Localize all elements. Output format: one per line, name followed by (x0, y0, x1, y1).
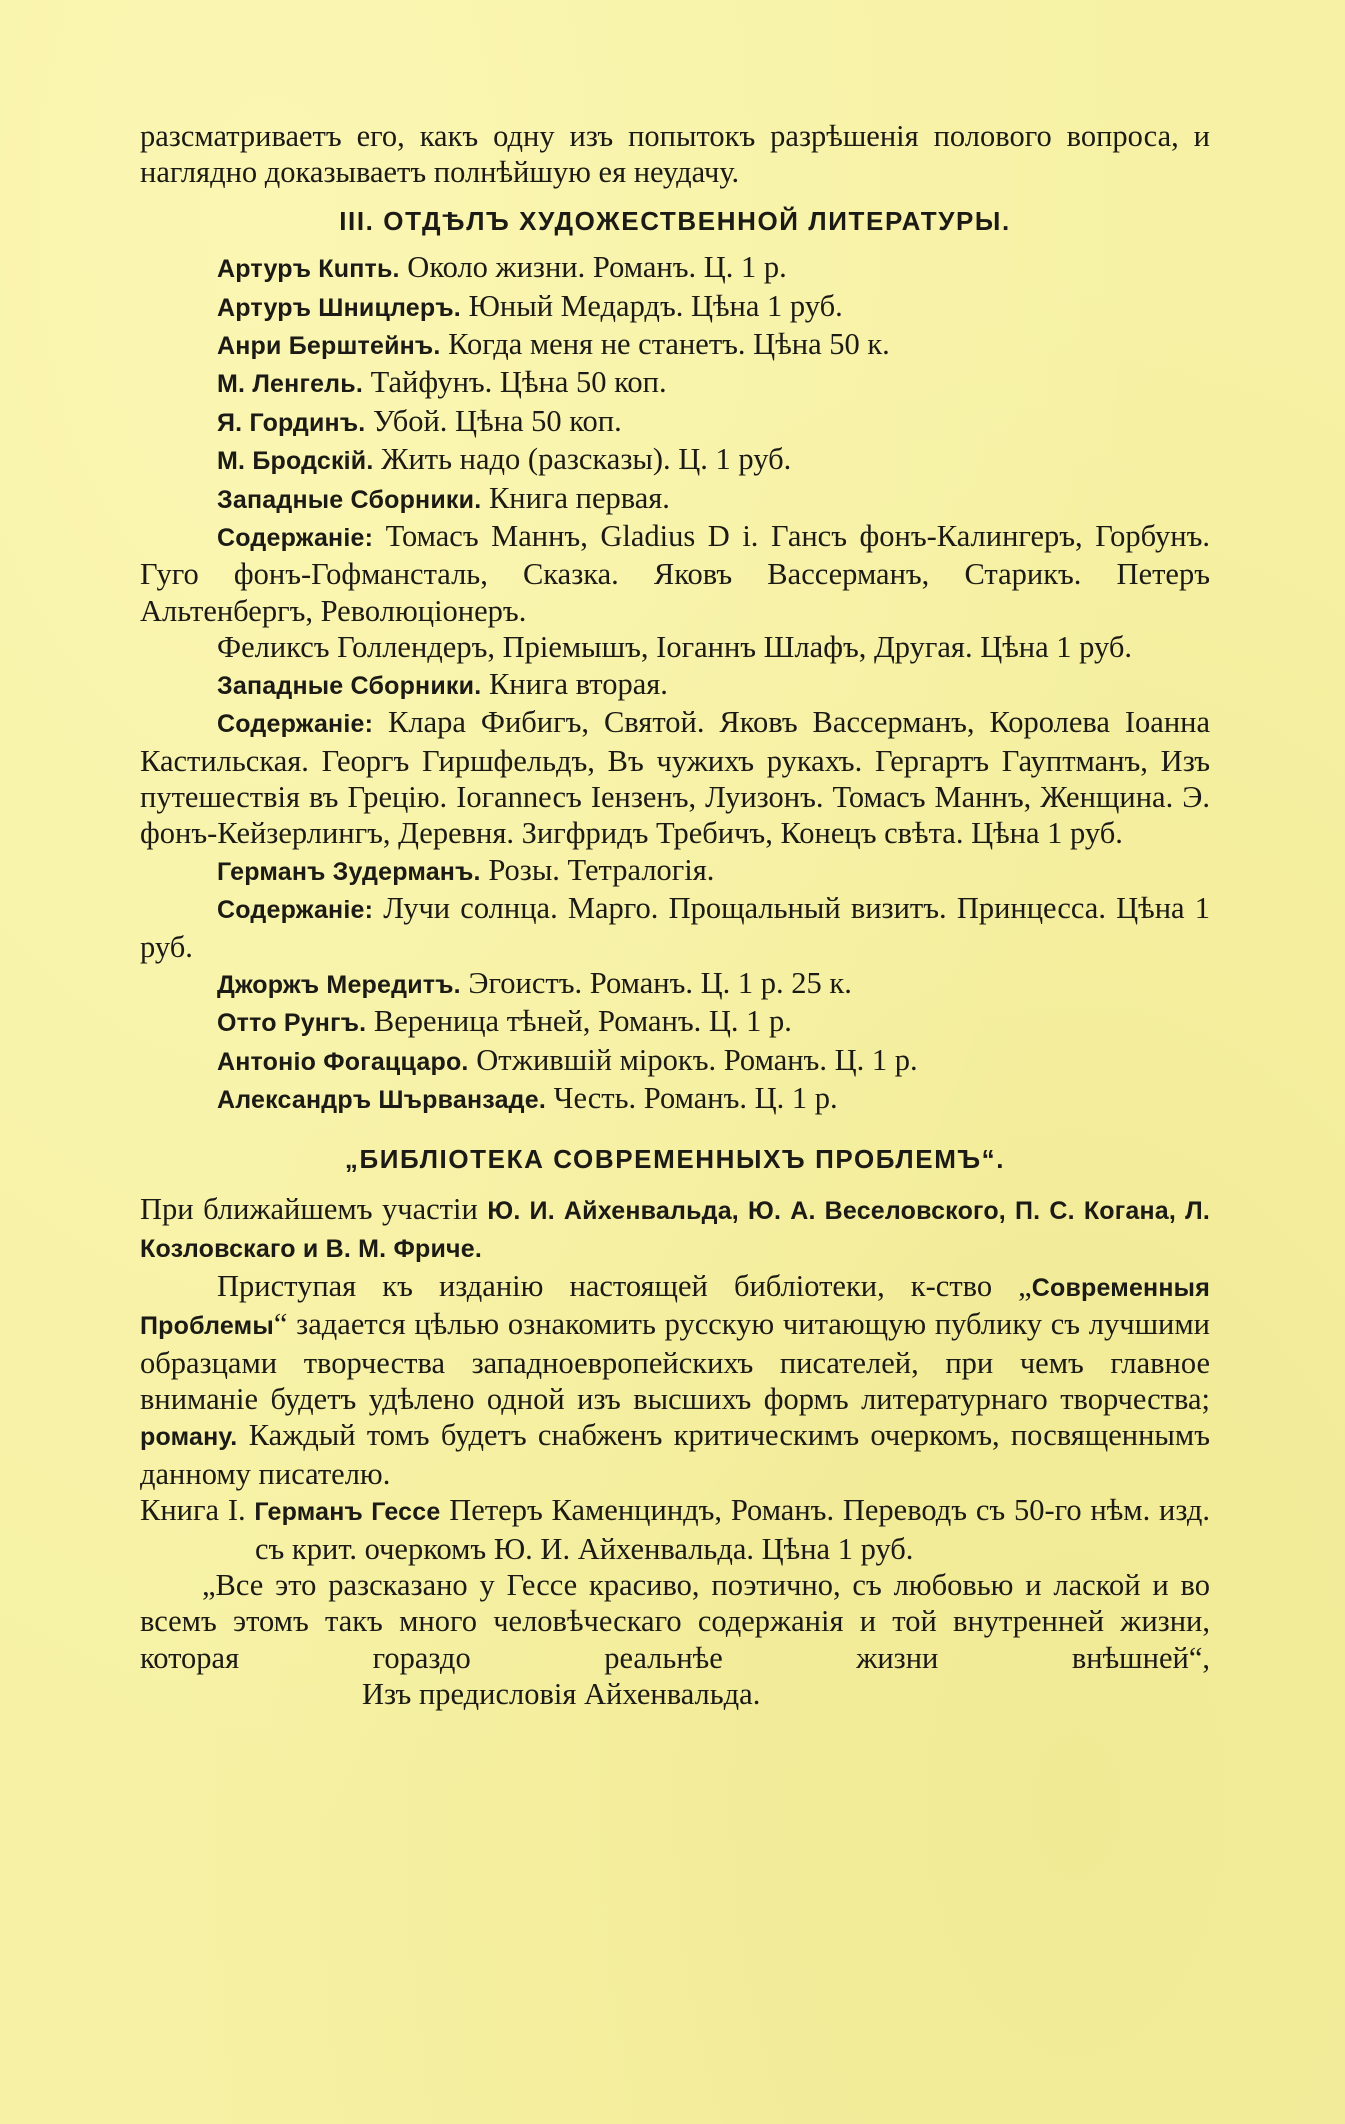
item-text: Книга первая. (481, 480, 670, 515)
item-text: Тайфунъ. Цѣна 50 коп. (362, 365, 667, 400)
review-quote (140, 1567, 1210, 1713)
item-text: Юный Медардъ. Цѣна 1 руб. (460, 288, 843, 323)
item-author: М. Бродскій. (217, 447, 374, 476)
contents-paragraph (140, 704, 1210, 852)
quote-source: Изъ предисловія Айхенвальда. (362, 1677, 761, 1712)
item-author: Я. Гординъ. (217, 408, 366, 437)
genre-emphasis: роману. (140, 1423, 238, 1452)
item-author: Артуръ Шницлеръ. (217, 293, 461, 322)
list-item (140, 364, 1210, 402)
list-item (140, 1080, 1210, 1118)
list-item (140, 403, 1210, 441)
section-heading-literature: III. ОТДѢЛЪ ХУДОЖЕСТВЕННОЙ ЛИТЕРАТУРЫ. (339, 205, 1011, 236)
item-author: Западные Сборники. (217, 485, 482, 514)
item-text: Около жизни. Романъ. Ц. 1 р. (399, 250, 787, 285)
contents-paragraph (140, 890, 1210, 965)
book-text: Петеръ Каменциндъ, Романъ. Переводъ съ 50-го нѣм. изд. съ крит. очеркомъ Ю. И. Айхенвальда. Цѣна 1 руб. (255, 1493, 1210, 1566)
list-item (140, 288, 1210, 326)
intro-paragraph: разсматриваетъ его, какъ одну изъ попытокъ разрѣшенія полового вопроса, и наглядно доказываетъ полнѣйшую ея неудачу. (140, 119, 1210, 190)
book-entry (140, 1492, 1210, 1567)
book-number: Книга I. (140, 1493, 255, 1528)
contents-label: Содержаніе: (217, 524, 374, 553)
item-author: Артуръ Кuпть. (217, 255, 400, 284)
list-item (140, 965, 1210, 1003)
item-author: Западные Сборники. (217, 671, 482, 700)
list-item (140, 1003, 1210, 1041)
item-text: Честь. Романъ. Ц. 1 р. (546, 1081, 838, 1116)
item-author: Анри Берштейнъ. (217, 332, 441, 361)
item-author: Джоржъ Мередитъ. (217, 970, 461, 999)
item-text: Розы. Тетралогія. (480, 852, 715, 887)
section-heading-library: „БИБЛІОТЕКА СОВРЕМЕННЫХЪ ПРОБЛЕМЪ“. (344, 1143, 1006, 1174)
list-item (140, 480, 1210, 518)
item-text: Убой. Цѣна 50 коп. (365, 403, 622, 438)
contents-paragraph (140, 518, 1210, 629)
item-text: Когда меня не станетъ. Цѣна 50 к. (440, 327, 890, 362)
list-item (140, 852, 1210, 890)
list-item (140, 666, 1210, 704)
catalog-page (140, 118, 1210, 1713)
list-item (140, 441, 1210, 479)
item-author: Александръ Шърванзаде. (217, 1086, 546, 1115)
intro-part: Приступая къ изданію настоящей библіотеки, к-ство „ (217, 1268, 1032, 1303)
intro-part: Каждый томъ будетъ снабженъ критическимъ очеркомъ, посвященнымъ данному писателю. (140, 1418, 1210, 1491)
list-item (140, 326, 1210, 364)
item-author: М. Ленгель. (217, 370, 363, 399)
list-item (140, 1042, 1210, 1080)
item-text: Книга вторая. (481, 666, 668, 701)
item-author: Германъ Зудерманъ. (217, 857, 481, 886)
item-text: Эгоистъ. Романъ. Ц. 1 р. 25 к. (460, 965, 852, 1000)
item-text: Отжившій мірокъ. Романъ. Ц. 1 р. (468, 1042, 918, 1077)
contents-text: Томасъ Маннъ, Gladius D i. Гансъ фонъ-Калингеръ, Горбунъ. Гуго фонъ-Гофманcталь, Сказка. Яковъ Вассерманъ, Старикъ. Петеръ Альтенбергъ, Революціонеръ. (140, 519, 1210, 628)
item-author: Отто Рунгъ. (217, 1009, 367, 1038)
participation-prefix: При ближайшемъ участіи (140, 1191, 488, 1226)
participation-names: Ю. И. Айхенвальда, Ю. А. Веселовского, П. С. Когана, Л. Козловскаго и В. М. Фриче. (140, 1196, 1210, 1264)
contents-label: Содержаніе: (217, 710, 374, 739)
book-author: Германъ Гессе (254, 1498, 441, 1527)
list-item (140, 249, 1210, 287)
contents-text: Лучи солнца. Марго. Прощальный визитъ. Принцесса. Цѣна 1 руб. (140, 891, 1210, 964)
item-author: Антоніо Фогаццаро. (217, 1047, 469, 1076)
participation-paragraph (140, 1191, 1210, 1268)
contents-label: Содержаніе: (217, 896, 374, 925)
item-text: Жить надо (разсказы). Ц. 1 руб. (373, 442, 792, 477)
item-text: Вереница тѣней, Романъ. Ц. 1 р. (366, 1004, 792, 1039)
library-intro-paragraph (140, 1268, 1210, 1492)
publisher-name: Современныя Проблемы (140, 1273, 1210, 1341)
contents-continuation: Феликсъ Голлендеръ, Пріемышъ, Іоганнъ Шлафъ, Другая. Цѣна 1 руб. (217, 630, 1132, 665)
contents-text: Клара Фибигъ, Святой. Яковъ Вассерманъ, Королева Іоанна Кастильская. Георгъ Гиршфельдъ, Въ чужихъ рукахъ. Гергартъ Гауптманъ, Изъ путешествія въ Грецію. Іогannесъ Іензенъ, Луизонъ. Томасъ Маннъ, Женщина. Э. фонъ-Кейзерлингъ, Деревня. Зигфридъ Требичъ, Конецъ свѣта. Цѣна 1 руб. (140, 705, 1210, 851)
quote-text: „Все это разсказано у Гессе красиво, поэтично, съ любовью и лаской и во всемъ этомъ такъ много человѣческаго содержанія и той внутренней жизни, которая гораздо реальнѣе жизни внѣшней“, (140, 1568, 1210, 1675)
intro-part: “ задается цѣлью ознакомить русскую читающую публику съ лучшими образцами творчества западноевропейскихъ писателей, при чемъ главное вниманіе будетъ удѣлено одной изъ высшихъ формъ литературнаго творчества; (140, 1307, 1210, 1416)
